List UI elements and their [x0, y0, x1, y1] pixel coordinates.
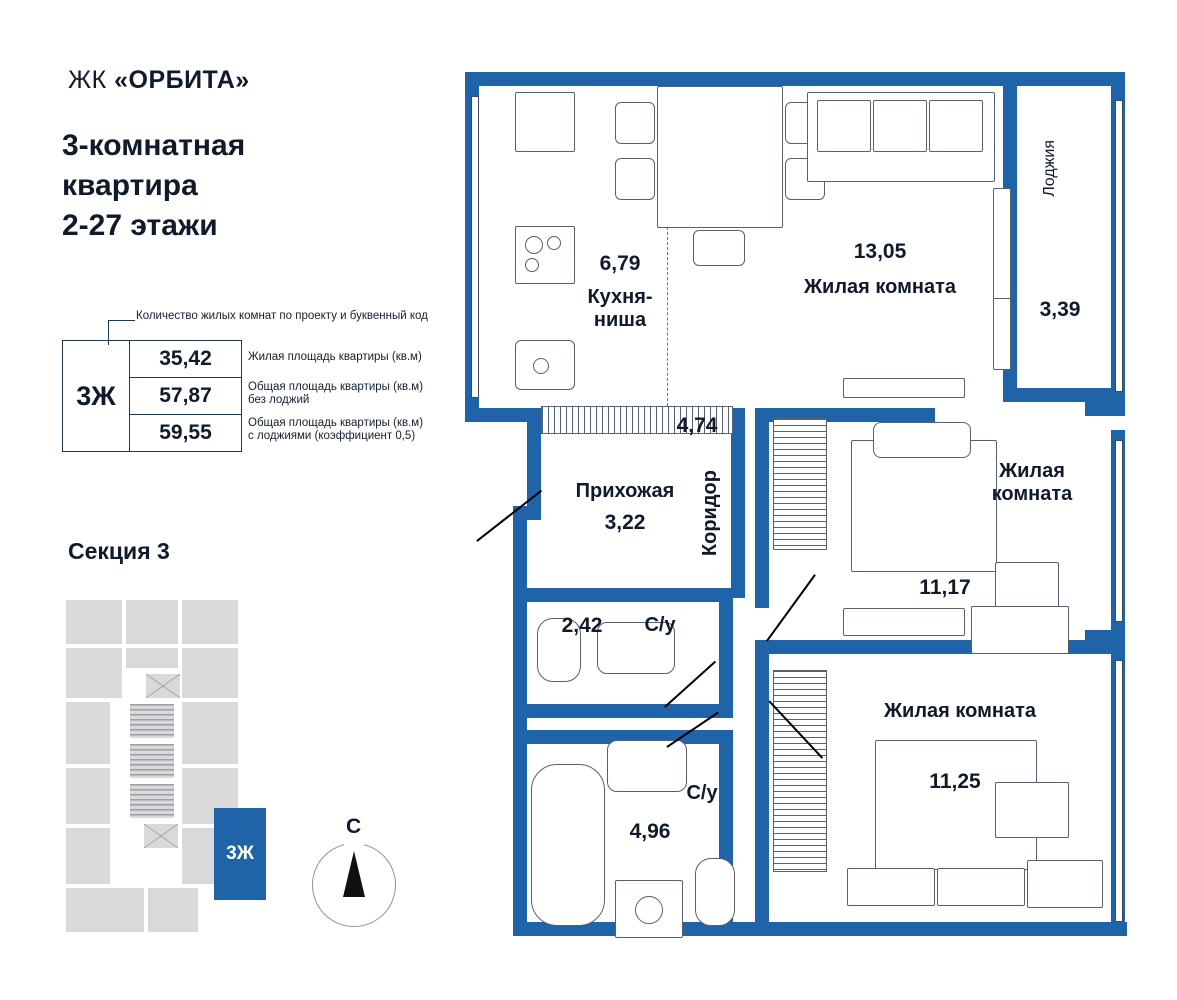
spec-value-living-area: 35,42: [130, 341, 241, 378]
room-name-kitchen-2: ниша: [593, 309, 647, 331]
chair: [615, 102, 655, 144]
mini-block: [66, 828, 110, 884]
spec-table: [62, 340, 242, 452]
pillow: [873, 422, 971, 458]
radiator: [773, 418, 827, 550]
mini-block: [182, 648, 238, 698]
info-panel: [0, 0, 470, 1000]
wall: [719, 588, 733, 718]
wall: [515, 588, 733, 602]
brand-name: «ОРБИТА»: [114, 66, 250, 94]
wall: [513, 922, 1127, 936]
stove-burner-icon: [525, 236, 543, 254]
title-line-2: квартира: [62, 168, 198, 202]
page-title: [62, 126, 245, 246]
leader-line: [766, 574, 816, 642]
mini-elevator: [130, 744, 174, 778]
room-area-corridor: 4,74: [676, 414, 718, 437]
spec-note-text-2a: Общая площадь квартиры (кв.м): [248, 380, 424, 393]
room-area-hall: 3,22: [604, 511, 646, 534]
washing-machine-door-icon: [635, 896, 663, 924]
mini-block: [66, 768, 110, 824]
mini-selected-apartment[interactable]: 3Ж: [214, 808, 266, 900]
room-name-loggia: Лоджия: [1041, 140, 1058, 197]
compass-north-label: С: [346, 815, 362, 838]
spec-value-total-with-loggia: 59,55: [159, 421, 212, 444]
desk: [971, 606, 1069, 654]
spec-note-text-2b: без лоджий: [248, 394, 310, 406]
mini-block: [66, 702, 110, 764]
radiator: [773, 670, 827, 872]
wall: [1015, 388, 1125, 402]
dining-table: [657, 86, 783, 228]
window: [1115, 660, 1123, 922]
wardrobe: [1027, 860, 1103, 908]
stove-burner-icon: [525, 258, 539, 272]
brand-prefix: ЖК: [68, 66, 115, 94]
wall: [513, 506, 527, 936]
tv-stand: [843, 608, 965, 636]
room-area-wc-2: 4,96: [629, 820, 671, 843]
mini-block: [148, 888, 198, 932]
room-name-kitchen-1: Кухня-: [587, 286, 653, 308]
floor-plan: [455, 40, 1155, 970]
mini-block: [66, 888, 144, 932]
mini-elevator: [130, 704, 174, 738]
mini-block: [66, 648, 122, 698]
wall: [1085, 402, 1125, 416]
mini-block: [182, 600, 238, 644]
wall: [755, 72, 767, 80]
room-name-hall: Прихожая: [575, 480, 675, 502]
apartment-code: 3Ж: [63, 341, 130, 451]
room-name-living-1: Жилая комната: [803, 276, 957, 298]
sofa-cushion: [873, 100, 927, 152]
wardrobe: [843, 378, 965, 398]
spec-notes: [248, 340, 458, 448]
title-line-3: 2-27 этажи: [62, 208, 218, 242]
sofa-cushion: [817, 100, 871, 152]
room-label-kitchen: [555, 252, 685, 332]
mini-block: [66, 600, 122, 644]
compass: [312, 815, 408, 925]
room-area-living-1: 13,05: [853, 240, 907, 263]
spec-note-text-1: Жилая площадь квартиры (кв.м): [248, 351, 422, 364]
room-label-living-1: [755, 240, 1005, 299]
bathtub-icon: [531, 764, 605, 926]
spec-note-total-area: [248, 376, 458, 412]
wall: [755, 640, 1125, 654]
room-label-living-2: [947, 460, 1117, 506]
title-line-1: 3-комнатная: [62, 129, 246, 162]
spec-value-total-area: 57,87: [130, 378, 241, 415]
spec-note-text-3b: с лоджиями (коэффициент 0,5): [248, 430, 416, 442]
door: [993, 298, 1011, 370]
room-name-corridor: Коридор: [699, 470, 721, 557]
mini-block: [126, 600, 178, 644]
mini-block: [182, 702, 238, 764]
room-name-living-3: Жилая комната: [883, 700, 1037, 722]
wall: [755, 640, 769, 936]
mini-stair: [146, 674, 180, 698]
spec-caption: Количество жилых комнат по проекту и буквенный код: [136, 310, 428, 322]
mini-stair: [144, 824, 178, 848]
wall: [1015, 72, 1125, 86]
chair: [693, 230, 745, 266]
spec-note-text-3a: Общая площадь квартиры (кв.м): [248, 416, 424, 429]
sink-drain-icon: [533, 358, 549, 374]
mini-block: [126, 648, 178, 668]
room-label-hall: [525, 480, 725, 535]
compass-needle-icon: [343, 851, 365, 897]
section-floor-mini-plan: [66, 592, 266, 932]
room-area-kitchen: 6,79: [599, 252, 641, 275]
room-area-living-3: 11,25: [929, 770, 981, 793]
room-name-living-2b: комната: [991, 483, 1073, 505]
wall: [465, 72, 1025, 86]
room-area-loggia: 3,39: [1039, 298, 1081, 321]
chair: [615, 158, 655, 200]
nightstand: [847, 868, 935, 906]
spec-note-total-with-loggia: [248, 412, 458, 448]
wall: [515, 704, 733, 718]
toilet-icon: [695, 858, 735, 926]
mini-elevator: [130, 784, 174, 818]
wall: [755, 408, 769, 558]
room-area-wc-1: 2,42: [561, 614, 603, 637]
spec-note-living-area: [248, 340, 458, 376]
sofa-cushion: [929, 100, 983, 152]
room-name-living-2a: Жилая: [999, 460, 1065, 482]
room-name-wc-2: С/у: [686, 782, 718, 804]
window: [471, 96, 479, 398]
nightstand: [937, 868, 1025, 906]
room-name-wc-1: С/у: [644, 614, 676, 636]
window: [1115, 100, 1123, 392]
project-brand: [68, 66, 250, 95]
section-title: Секция 3: [68, 538, 170, 564]
fridge-icon: [515, 92, 575, 152]
stove-burner-icon: [547, 236, 561, 250]
room-area-living-2: 11,17: [919, 576, 971, 599]
